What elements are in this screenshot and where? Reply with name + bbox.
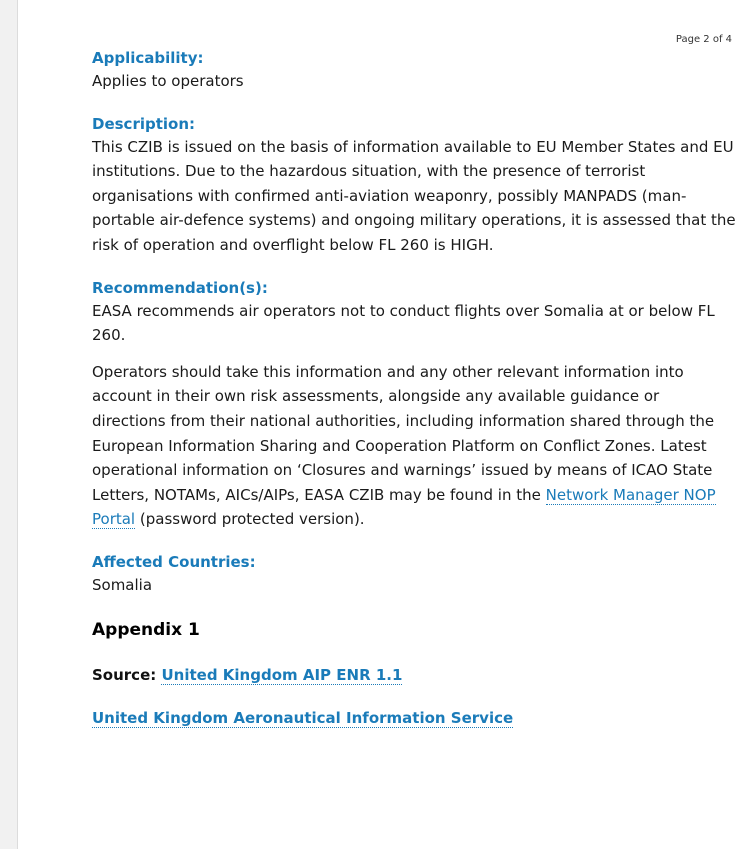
page-number: Page 2 of 4 xyxy=(675,34,732,45)
uk-aip-enr-link[interactable]: United Kingdom AIP ENR 1.1 xyxy=(161,665,403,684)
uk-ais-line xyxy=(92,706,737,731)
description-section xyxy=(92,113,737,258)
description-text: This CZIB is issued on the basis of information available to EU Member States and EU institutions. Due to the hazardous situation, with the presence of terrorist organisations with confirmed anti-aviation weaponry, possibly MANPADS (man-portable air-defence systems) and ongoing military operations, it is assessed that the risk of operation and overflight below FL 260 is HIGH. xyxy=(92,137,736,254)
recommendations-heading: Recommendation(s): xyxy=(92,278,268,297)
affected-countries-section xyxy=(92,551,737,598)
affected-countries-text: Somalia xyxy=(92,575,153,594)
appendix-section xyxy=(92,617,737,731)
network-manager-nop-portal-link[interactable]: Network Manager NOP Portal xyxy=(92,485,716,529)
source-label: Source: xyxy=(92,665,157,684)
appendix-title: Appendix 1 xyxy=(92,619,200,640)
recommendation-text-before-link: Operators should take this information and any other relevant information into account in their own risk assessments, alongside any available guidance or directions from their national authorities, including information shared through the European Information Sharing and Cooperation Platform on Conflict Zones. Latest operational information on ‘Closures and warnings’ issued by means of ICAO State Letters, NOTAMs, AICs/AIPs, EASA CZIB may be found in the xyxy=(92,362,715,504)
document-page xyxy=(17,0,750,849)
recommendation-text-after-link: (password protected version). xyxy=(135,510,365,529)
recommendation-paragraph-2 xyxy=(92,360,737,532)
uk-ais-link[interactable]: United Kingdom Aeronautical Information Service xyxy=(92,709,514,728)
description-heading: Description: xyxy=(92,114,196,133)
affected-countries-heading: Affected Countries: xyxy=(92,552,256,571)
appendix-source-line xyxy=(92,663,737,688)
recommendations-section xyxy=(92,277,737,532)
document-content xyxy=(92,47,737,731)
applicability-section xyxy=(92,47,737,94)
applicability-heading: Applicability: xyxy=(92,49,204,67)
applicability-text: Applies to operators xyxy=(92,72,244,90)
recommendation-paragraph-1: EASA recommends air operators not to conduct flights over Somalia at or below FL 260. xyxy=(92,301,715,345)
